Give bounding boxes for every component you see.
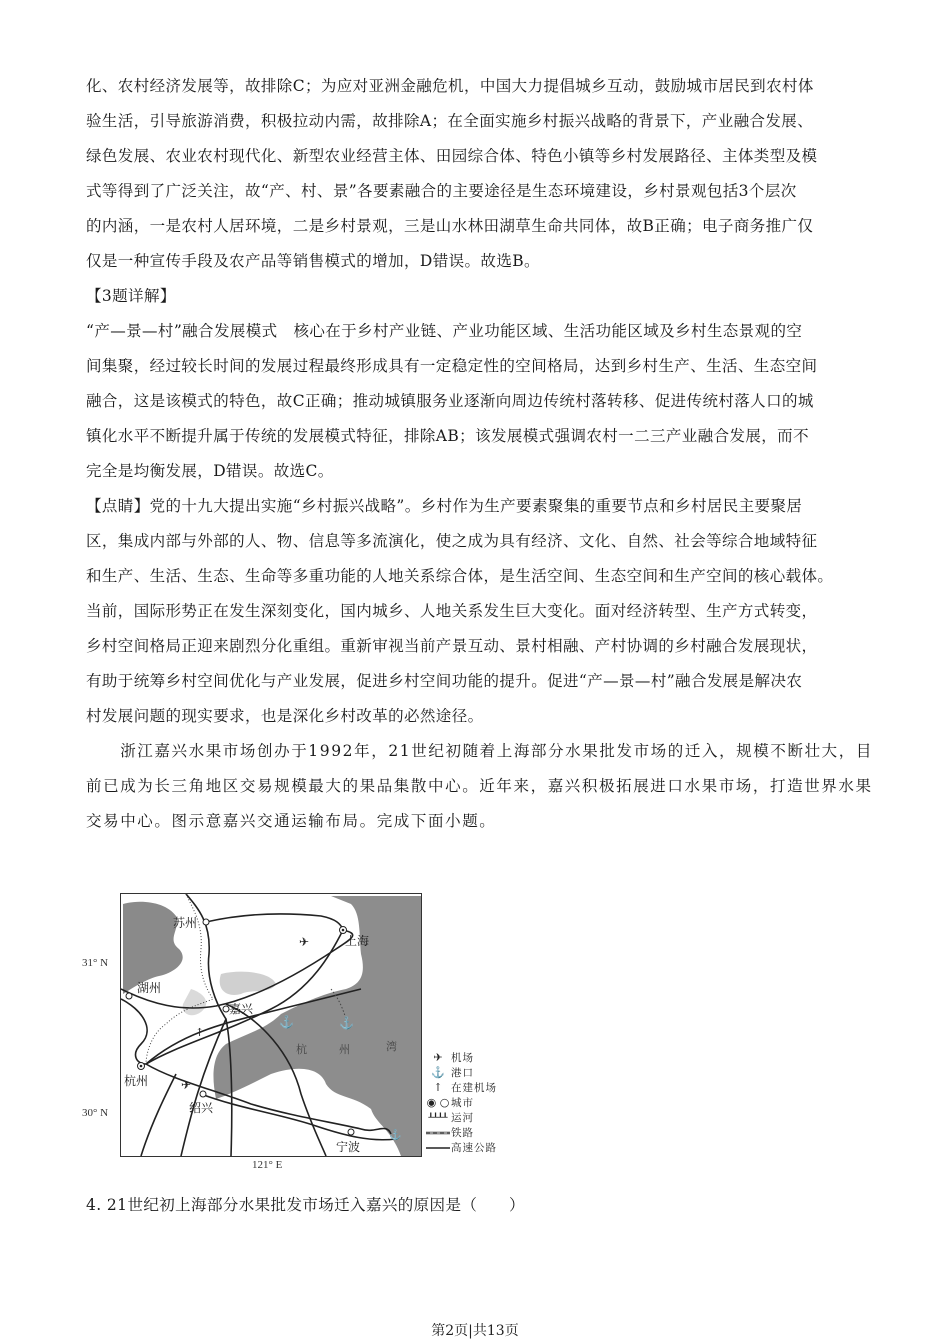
port-icon-jiaxing: ⚓ <box>279 1015 294 1029</box>
city-marker-shanghai <box>342 929 345 932</box>
jiaxing-transport-map <box>120 893 422 1157</box>
map-label-bay-1: 杭 <box>296 1043 307 1056</box>
legend-item-city: ◉ ○ 城市 <box>426 1096 474 1109</box>
question-4: 4. 21世纪初上海部分水果批发市场迁入嘉兴的原因是（ ） <box>86 1196 525 1214</box>
legend-item-railway: 铁路 <box>425 1125 505 1140</box>
map-label-bay-2: 州 <box>339 1043 350 1056</box>
city-marker-hangzhou <box>140 1065 143 1068</box>
section-heading-q3: 【3题详解】 <box>86 287 176 305</box>
longitude-label-121e: 121° E <box>252 1159 283 1171</box>
map-label-jiaxing: 嘉兴 <box>229 1002 254 1016</box>
map-label-shaoxing: 绍兴 <box>189 1101 214 1115</box>
airport-icon: ✈ <box>433 1051 443 1064</box>
city-icon: ◉ ○ <box>426 1096 450 1109</box>
airport-icon-hangzhou: ✈ <box>181 1078 192 1092</box>
legend-item-port: ⚓ 港口 <box>425 1065 505 1080</box>
text-line: 浙江嘉兴水果市场创办于1992年，21世纪初随着上海部分水果批发市场的迁入，规模不断壮大，目 <box>86 742 873 760</box>
city-marker-suzhou <box>203 919 209 925</box>
text-line: 交易中心。图示意嘉兴交通运输布局。完成下面小题。 <box>86 812 497 830</box>
text-line: 融合，这是该模式的特色，故C正确；推动城镇服务业逐渐向周边传统村落转移、促进传统村落人口的城 <box>86 392 814 410</box>
legend-item-canal: ┸┸┸┸ 运河 <box>425 1110 505 1125</box>
text-line: 验生活，引导旅游消费，积极拉动内需，故排除A；在全面实施乡村振兴战略的背景下，产业融合发展、 <box>86 112 814 130</box>
port-icon-bay: ⚓ <box>339 1016 354 1030</box>
text-line: 区，集成内部与外部的人、物、信息等多流演化，使之成为具有经济、文化、自然、社会等综合地域特征 <box>86 532 818 550</box>
latitude-label-31n: 31° N <box>82 957 109 969</box>
port-icon: ⚓ <box>431 1066 445 1079</box>
text-line: 间集聚，经过较长时间的发展过程最终形成具有一定稳定性的空间格局，达到乡村生产、生活、生态空间 <box>86 357 818 375</box>
text-line: 的内涵，一是农村人居环境，二是乡村景观，三是山水林田湖草生命共同体，故B正确；电子商务推广仅 <box>86 217 814 235</box>
page-footer: 第2页|共13页 <box>431 1323 519 1339</box>
map-label-huzhou: 湖州 <box>137 981 162 995</box>
text-line: “产—景—村”融合发展模式 核心在于乡村产业链、产业功能区域、生活功能区域及乡村生态景观的空 <box>86 322 803 340</box>
text-line: 村发展问题的现实要求，也是深化乡村改革的必然途径。 <box>86 707 484 725</box>
text-line: 乡村空间格局正迎来剧烈分化重组。重新审视当前产景互动、景村相融、产村协调的乡村融合发展现状， <box>86 637 818 655</box>
legend-item-airport-under-construction: ↑ 在建机场 <box>425 1080 505 1095</box>
airport-under-construction-icon: ↑ <box>433 1081 443 1094</box>
map-label-bay-3: 湾 <box>386 1040 397 1053</box>
airport-icon-shanghai: ✈ <box>299 935 310 949</box>
text-line: 和生产、生活、生态、生命等多重功能的人地关系综合体，是生活空间、生态空间和生产空间的核心载体。 <box>86 567 834 585</box>
map-label-suzhou: 苏州 <box>173 916 198 930</box>
text-line: 化、农村经济发展等，故排除C；为应对亚洲金融危机，中国大力提倡城乡互动，鼓励城市居民到农村体 <box>86 77 814 95</box>
city-marker-ningbo <box>348 1129 354 1135</box>
text-line: 式等得到了广泛关注，故“产、村、景”各要素融合的主要途径是生态环境建设，乡村景观包括3个层次 <box>86 182 797 200</box>
legend-item-highway: 高速公路 <box>425 1140 505 1155</box>
legend-item-airport: ✈ 机场 <box>425 1050 505 1065</box>
airport-construction-icon: ↑ <box>195 1026 205 1039</box>
map-legend <box>425 1050 505 1155</box>
text-line: 有助于统筹乡村空间优化与产业发展，促进乡村空间功能的提升。促进“产—景—村”融合发展是解决农 <box>86 672 803 690</box>
text-line: 前已成为长三角地区交易规模最大的果品集散中心。近年来，嘉兴积极拓展进口水果市场，打造世界水果 <box>86 777 873 795</box>
text-line: 完全是均衡发展，D错误。故选C。 <box>86 462 334 480</box>
text-line: 当前，国际形势正在发生深刻变化，国内城乡、人地关系发生巨大变化。面对经济转型、生产方式转变， <box>86 602 818 620</box>
map-label-hangzhou: 杭州 <box>124 1074 149 1088</box>
city-marker-shaoxing <box>200 1091 206 1097</box>
map-label-ningbo: 宁波 <box>336 1140 361 1154</box>
text-line: 镇化水平不断提升属于传统的发展模式特征，排除AB；该发展模式强调农村一二三产业融合发展，而不 <box>86 427 809 445</box>
highway-icon <box>425 1145 451 1151</box>
map-label-shanghai: 上海 <box>345 934 370 948</box>
map-drawing <box>121 894 421 1156</box>
port-icon-ningbo: ⚓ <box>389 1130 402 1141</box>
sea-area <box>213 896 421 1156</box>
railway-icon <box>425 1130 451 1136</box>
text-line: 绿色发展、农业农村现代化、新型农业经营主体、田园综合体、特色小镇等乡村发展路径、主体类型及模 <box>86 147 818 165</box>
latitude-label-30n: 30° N <box>82 1107 109 1119</box>
text-line: 【点睛】党的十九大提出实施“乡村振兴战略”。乡村作为生产要素聚集的重要节点和乡村居民主要聚居 <box>86 497 803 515</box>
canal-icon: ┸┸┸┸ <box>428 1113 448 1122</box>
city-marker-huzhou <box>126 993 132 999</box>
text-line: 仅是一种宣传手段及农产品等销售模式的增加，D错误。故选B。 <box>86 252 540 270</box>
